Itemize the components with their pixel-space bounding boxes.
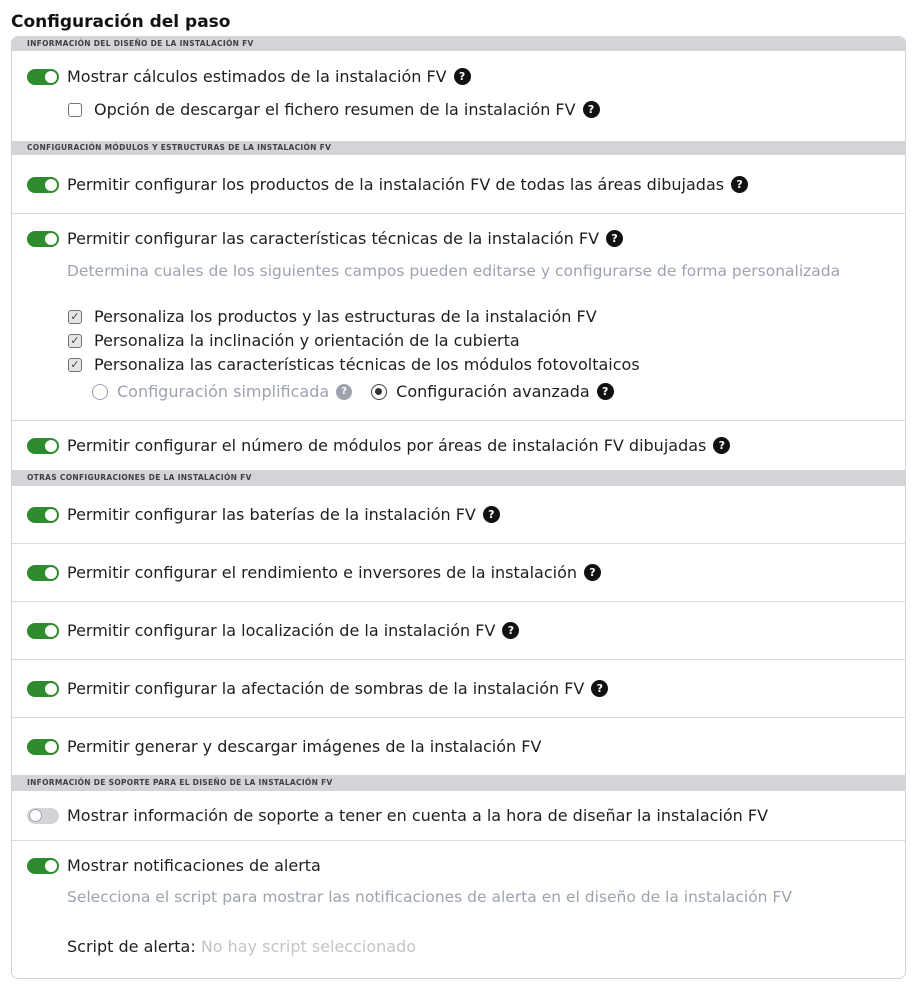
alert-script-field <box>67 937 416 956</box>
download-summary-label: Opción de descargar el fichero resumen de la instalación FV <box>94 100 576 119</box>
help-icon[interactable]: ? <box>584 564 601 581</box>
config-module-count-toggle[interactable] <box>27 438 59 454</box>
show-alerts-label: Mostrar notificaciones de alerta <box>67 856 321 875</box>
setting-config-batteries <box>27 505 500 524</box>
configuration-mode-radio-group <box>92 382 614 401</box>
show-support-toggle[interactable] <box>27 808 59 824</box>
help-icon[interactable]: ? <box>583 101 600 118</box>
technical-description: Determina cuales de los siguientes campos pueden editarse y configurarse de forma personalizada <box>67 262 841 280</box>
alert-script-label: Script de alerta: <box>67 937 196 956</box>
divider <box>12 840 905 841</box>
help-icon[interactable]: ? <box>731 176 748 193</box>
page-title: Configuración del paso <box>11 12 231 32</box>
custom-products-checkbox[interactable]: ✓ <box>68 310 82 324</box>
config-technical-label: Permitir configurar las características técnicas de la instalación FV <box>67 229 600 248</box>
config-products-label: Permitir configurar los productos de la instalación FV de todas las áreas dibujadas <box>67 175 725 194</box>
simplified-label: Configuración simplificada <box>117 382 330 401</box>
divider <box>12 543 905 544</box>
setting-config-location <box>27 621 519 640</box>
show-estimates-label: Mostrar cálculos estimados de la instalación FV <box>67 67 447 86</box>
section-header-support-info: INFORMACIÓN DE SOPORTE PARA EL DISEÑO DE LA INSTALACIÓN FV <box>12 775 905 791</box>
custom-tilt-checkbox[interactable]: ✓ <box>68 334 82 348</box>
show-estimates-toggle[interactable] <box>27 69 59 85</box>
custom-products-option <box>68 307 597 326</box>
divider <box>12 213 905 214</box>
setting-config-performance <box>27 563 601 582</box>
config-batteries-label: Permitir configurar las baterías de la instalación FV <box>67 505 476 524</box>
show-alerts-toggle[interactable] <box>27 858 59 874</box>
setting-config-products <box>27 175 748 194</box>
section-header-design-info: INFORMACIÓN DEL DISEÑO DE LA INSTALACIÓN FV <box>12 37 905 51</box>
setting-config-module-count <box>27 436 730 455</box>
setting-show-support <box>27 806 768 825</box>
custom-modules-option <box>68 355 640 374</box>
help-icon[interactable]: ? <box>713 437 730 454</box>
setting-show-estimates <box>27 67 471 86</box>
settings-panel <box>11 36 906 979</box>
setting-download-summary <box>68 100 600 119</box>
config-shadows-label: Permitir configurar la afectación de sombras de la instalación FV <box>67 679 585 698</box>
config-performance-label: Permitir configurar el rendimiento e inversores de la instalación <box>67 563 577 582</box>
custom-products-label: Personaliza los productos y las estructuras de la instalación FV <box>94 307 597 326</box>
divider <box>12 420 905 421</box>
help-icon[interactable]: ? <box>502 622 519 639</box>
help-icon[interactable]: ? <box>454 68 471 85</box>
divider <box>12 717 905 718</box>
show-support-label: Mostrar información de soporte a tener en cuenta a la hora de diseñar la instalación FV <box>67 806 769 825</box>
setting-config-shadows <box>27 679 608 698</box>
config-technical-toggle[interactable] <box>27 231 59 247</box>
help-icon[interactable]: ? <box>336 384 352 400</box>
help-icon[interactable]: ? <box>597 383 614 400</box>
custom-tilt-option <box>68 331 520 350</box>
help-icon[interactable]: ? <box>591 680 608 697</box>
custom-modules-label: Personaliza las características técnicas de los módulos fotovoltaicos <box>94 355 640 374</box>
help-icon[interactable]: ? <box>606 230 623 247</box>
advanced-label: Configuración avanzada <box>396 382 590 401</box>
custom-modules-checkbox[interactable]: ✓ <box>68 358 82 372</box>
section-header-other-config: OTRAS CONFIGURACIONES DE LA INSTALACIÓN FV <box>12 470 905 486</box>
setting-generate-images <box>27 737 541 756</box>
config-location-toggle[interactable] <box>27 623 59 639</box>
alert-script-value[interactable]: No hay script seleccionado <box>200 937 417 956</box>
generate-images-toggle[interactable] <box>27 739 59 755</box>
setting-show-alerts <box>27 856 321 875</box>
advanced-radio[interactable] <box>371 384 387 400</box>
config-performance-toggle[interactable] <box>27 565 59 581</box>
simplified-radio[interactable] <box>92 384 108 400</box>
generate-images-label: Permitir generar y descargar imágenes de la instalación FV <box>67 737 542 756</box>
custom-tilt-label: Personaliza la inclinación y orientación de la cubierta <box>94 331 520 350</box>
divider <box>12 601 905 602</box>
divider <box>12 659 905 660</box>
alerts-description: Selecciona el script para mostrar las notificaciones de alerta en el diseño de la instalación FV <box>67 888 792 906</box>
config-products-toggle[interactable] <box>27 177 59 193</box>
download-summary-checkbox[interactable] <box>68 103 82 117</box>
section-header-modules-structures: CONFIGURACIÓN MÓDULOS Y ESTRUCTURAS DE LA INSTALACIÓN FV <box>12 141 905 155</box>
config-shadows-toggle[interactable] <box>27 681 59 697</box>
help-icon[interactable]: ? <box>483 506 500 523</box>
config-location-label: Permitir configurar la localización de la instalación FV <box>67 621 496 640</box>
setting-config-technical <box>27 229 623 248</box>
config-module-count-label: Permitir configurar el número de módulos por áreas de instalación FV dibujadas <box>67 436 707 455</box>
config-batteries-toggle[interactable] <box>27 507 59 523</box>
